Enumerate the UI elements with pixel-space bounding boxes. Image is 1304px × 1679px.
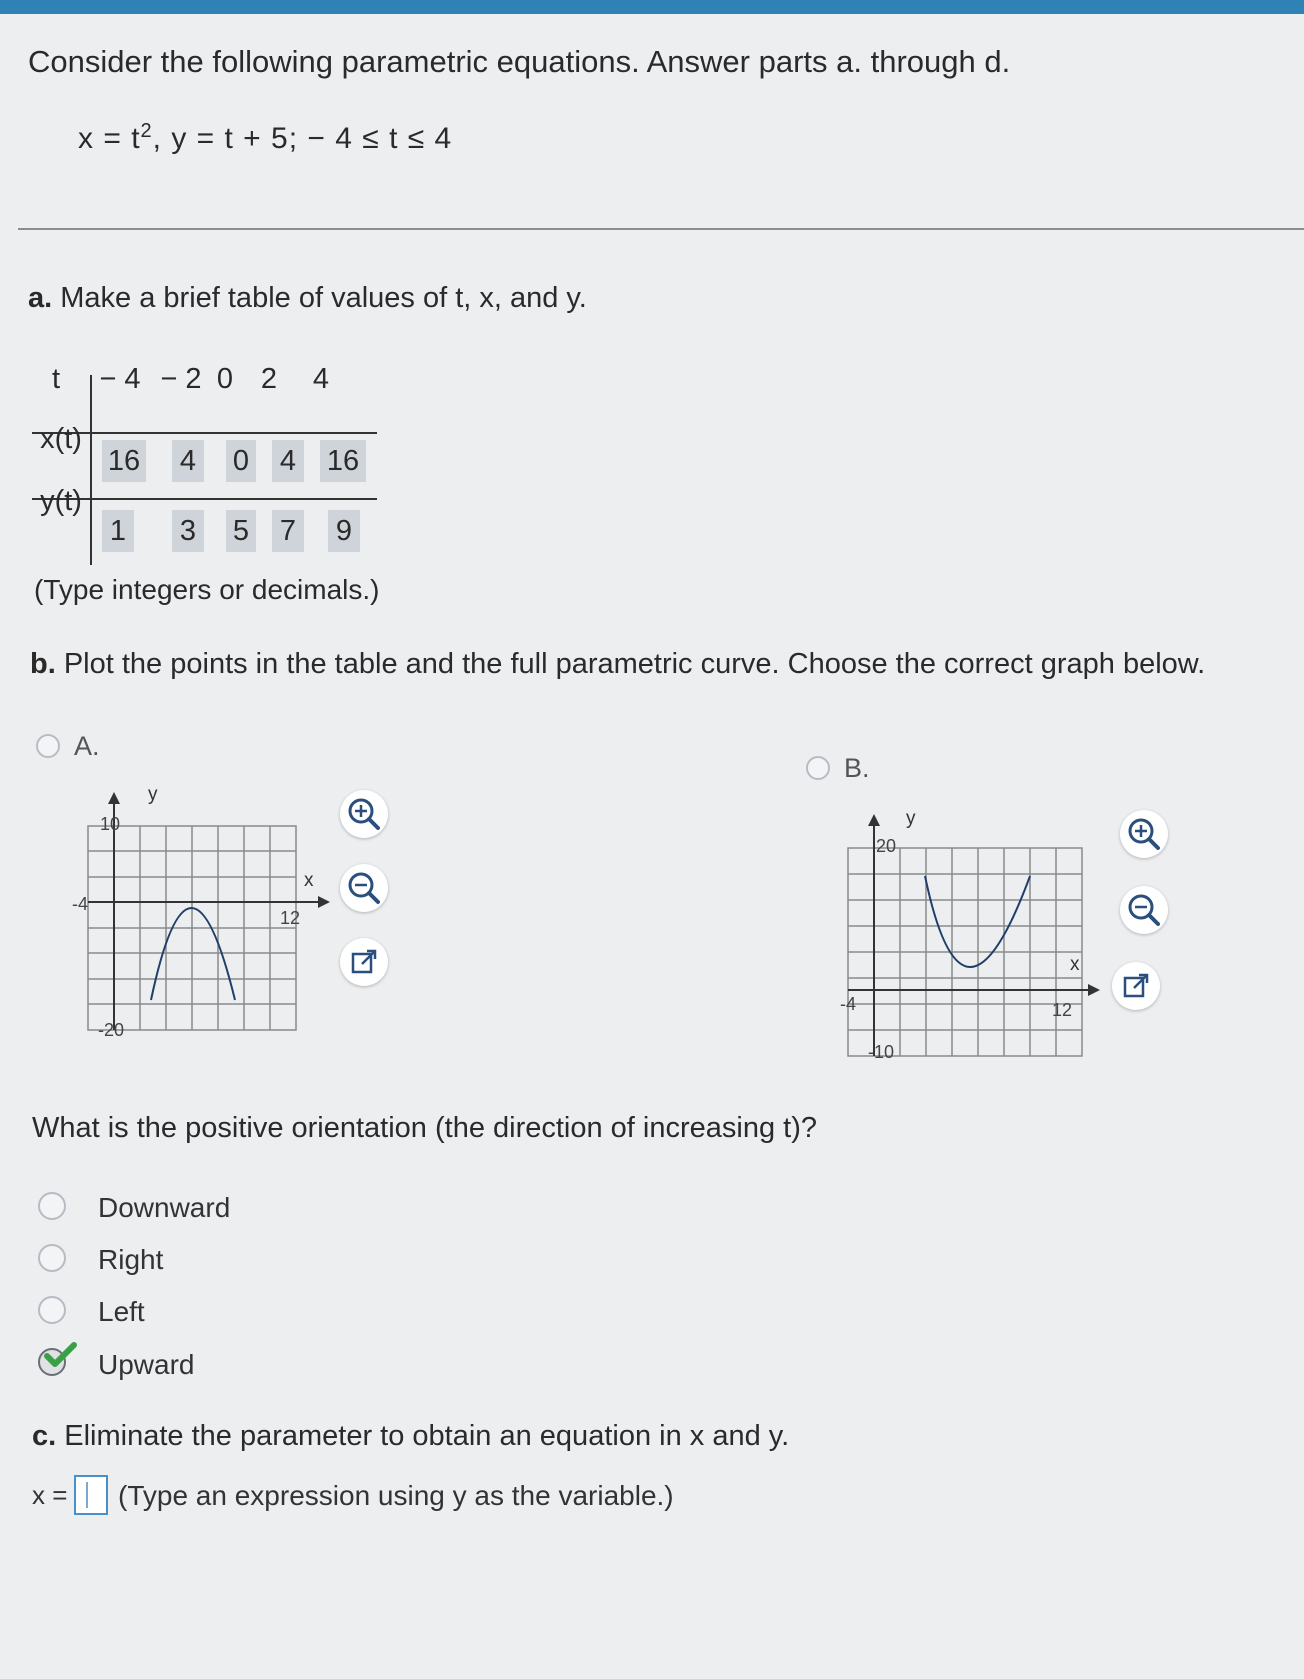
part-b-label: b. (30, 648, 56, 680)
graph-b-xright-tick: 12 (1052, 1000, 1073, 1020)
part-c-text: Eliminate the parameter to obtain an equation in x and y. (64, 1420, 790, 1452)
t-value: − 4 (99, 363, 141, 395)
graph-b-zoom-in-button[interactable] (1120, 810, 1168, 858)
zoom-in-icon (1120, 810, 1168, 858)
option-a-radio[interactable] (36, 734, 60, 758)
choice-right-radio[interactable] (38, 1244, 66, 1272)
x-value-cell[interactable]: 4 (272, 440, 304, 482)
zoom-in-icon (340, 790, 388, 838)
equation-rest: , y = t + 5; − 4 ≤ t ≤ 4 (152, 122, 453, 155)
choice-left-radio[interactable] (38, 1296, 66, 1324)
t-value: 0 (216, 363, 234, 395)
graph-a-xleft-tick: -4 (72, 894, 89, 914)
graph-a-popout-button[interactable] (340, 938, 388, 986)
external-link-icon (340, 938, 388, 986)
t-value: − 2 (160, 363, 202, 395)
graph-a-y-label: y (148, 784, 158, 805)
graph-b-x-arrow (1088, 984, 1100, 996)
x-equals-prefix: x = (32, 1480, 68, 1510)
part-c-hint: (Type an expression using y as the variable.) (118, 1480, 674, 1511)
row-label-x: x(t) (40, 423, 82, 455)
table-vertical-rule (90, 375, 92, 565)
option-b-radio[interactable] (806, 756, 830, 780)
choice-upward-radio[interactable] (38, 1348, 66, 1376)
external-link-icon (1112, 962, 1160, 1010)
choice-downward-label: Downward (98, 1192, 231, 1223)
y-value-cell[interactable]: 3 (172, 510, 204, 552)
expression-input[interactable] (74, 1475, 108, 1515)
choice-right-label: Right (98, 1244, 164, 1275)
graph-a-x-label: x (304, 870, 314, 891)
graph-b-grid (848, 848, 1082, 1056)
y-value-cell[interactable]: 1 (102, 510, 134, 552)
divider (18, 228, 1304, 230)
graph-a-xright-tick: 12 (280, 908, 301, 928)
part-b-prompt (30, 648, 1205, 681)
equation-exponent: 2 (140, 120, 153, 142)
t-value: 2 (260, 363, 278, 395)
x-value-cell[interactable]: 4 (172, 440, 204, 482)
part-a-text: Make a brief table of values of t, x, and y. (60, 282, 587, 314)
part-c-prompt (32, 1420, 789, 1453)
choice-downward-radio[interactable] (38, 1192, 66, 1220)
part-a-prompt (28, 282, 587, 315)
x-value-cell[interactable]: 16 (102, 440, 146, 482)
option-a-label: A. (74, 731, 100, 761)
graph-a-ybottom-tick: -20 (98, 1020, 125, 1040)
graph-a-curve (151, 908, 235, 1000)
graph-a (70, 778, 330, 1043)
graph-a-ytop-tick: 10 (100, 814, 121, 834)
y-value-cell[interactable]: 5 (226, 510, 256, 552)
graph-b-popout-button[interactable] (1112, 962, 1160, 1010)
y-value-cell[interactable]: 7 (272, 510, 304, 552)
t-value: 4 (312, 363, 330, 395)
graph-b-xleft-tick: -4 (840, 994, 857, 1014)
graph-b-zoom-out-button[interactable] (1120, 886, 1168, 934)
choice-left-label: Left (98, 1296, 145, 1327)
graph-b (840, 800, 1100, 1065)
part-c-label: c. (32, 1420, 57, 1452)
graph-b-y-arrow (868, 814, 880, 826)
orientation-question: What is the positive orientation (the direction of increasing t)? (32, 1112, 818, 1144)
x-value-cell[interactable]: 0 (226, 440, 256, 482)
top-banner (0, 0, 1304, 14)
graph-a-zoom-in-button[interactable] (340, 790, 388, 838)
zoom-out-icon (340, 864, 388, 912)
graph-b-x-label: x (1070, 954, 1080, 975)
graph-a-y-arrow (108, 792, 120, 804)
question-heading: Consider the following parametric equations. Answer parts a. through d. (28, 44, 1011, 79)
part-a-note: (Type integers or decimals.) (34, 574, 380, 605)
graph-b-y-label: y (906, 808, 916, 829)
row-label-t: t (51, 363, 61, 395)
y-value-cell[interactable]: 9 (328, 510, 360, 552)
part-b-text: Plot the points in the table and the full parametric curve. Choose the correct graph below. (63, 648, 1206, 680)
x-value-cell[interactable]: 16 (320, 440, 366, 482)
checkmark-icon (44, 1342, 78, 1372)
row-label-y: y(t) (40, 485, 82, 517)
graph-b-ytop-tick: 20 (876, 836, 897, 856)
graph-a-grid (88, 826, 296, 1030)
graph-b-ybottom-tick: -10 (868, 1042, 895, 1062)
part-a-label: a. (28, 282, 53, 314)
choice-upward-label: Upward (98, 1349, 195, 1380)
zoom-out-icon (1120, 886, 1168, 934)
graph-a-zoom-out-button[interactable] (340, 864, 388, 912)
graph-a-x-arrow (318, 896, 330, 908)
equation-x-part: x = t (78, 122, 141, 155)
option-b-label: B. (844, 753, 870, 783)
parametric-equation (78, 120, 452, 156)
